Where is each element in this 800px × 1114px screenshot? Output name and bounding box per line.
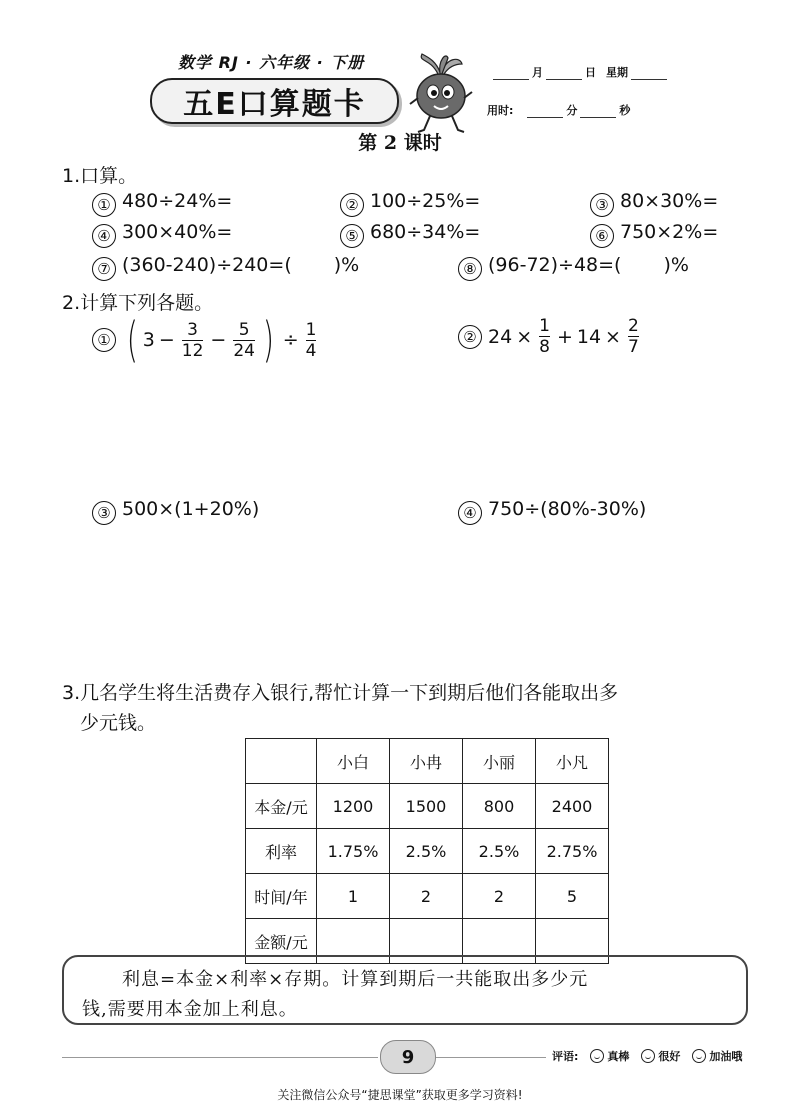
rating-label: 评语: <box>552 1050 579 1063</box>
table-row: 时间/年 1 2 2 5 <box>246 874 609 919</box>
header-cell: 小白 <box>317 739 390 784</box>
second-blank[interactable] <box>580 105 616 118</box>
footer-divider <box>62 1057 378 1058</box>
week-blank[interactable] <box>631 67 667 80</box>
header-cell: 小冉 <box>390 739 463 784</box>
q1-title: 1.口算。 <box>62 165 138 187</box>
q2-problem-3: ③ 500×(1+20%) <box>92 498 259 525</box>
banner-title: 五E口算题卡 <box>150 78 399 124</box>
q1-item-2: ② 100÷25%= <box>340 190 480 217</box>
q2-problem-2: ② 24 × $\frac{1}{8}$ + 14 × $\frac{2}{7}$ <box>458 316 642 357</box>
rating-good: 很好 <box>658 1050 681 1063</box>
tip-box <box>62 955 748 1025</box>
tip-line-2: 钱,需要用本金加上利息。 <box>82 999 298 1020</box>
minute-blank[interactable] <box>527 105 563 118</box>
fraction: $\frac{2}{7}$ <box>627 316 639 357</box>
savings-table <box>245 738 609 964</box>
rating-row <box>552 1048 742 1064</box>
radish-mascot-icon <box>408 52 474 140</box>
q1-item-5: ⑤ 680÷34%= <box>340 221 480 248</box>
table-header-row <box>246 739 609 784</box>
q1-item-3: ③ 80×30%= <box>590 190 718 217</box>
footer-divider <box>436 1057 546 1058</box>
time-fields <box>487 102 630 118</box>
q1-item-6: ⑥ 750×2%= <box>590 221 718 248</box>
month-label: 月 <box>532 66 543 79</box>
week-label: 星期 <box>606 66 628 79</box>
date-fields <box>490 64 670 80</box>
try-face-icon[interactable] <box>692 1049 706 1063</box>
month-blank[interactable] <box>493 67 529 80</box>
second-label: 秒 <box>619 104 631 117</box>
tip-line-1: 利息=本金×利率×存期。计算到期后一共能取出多少元 <box>122 969 589 990</box>
day-blank[interactable] <box>546 67 582 80</box>
rating-great: 真棒 <box>607 1050 630 1063</box>
q2-problem-1: ① ( 3 − $\frac{3}{12}$ − $\frac{5}{24}$ ) ÷ $\frac{1}{4}$ <box>92 316 319 364</box>
day-label: 日 <box>585 66 596 79</box>
good-face-icon[interactable] <box>641 1049 655 1063</box>
q2-title: 2.计算下列各题。 <box>62 292 214 314</box>
fraction: $\frac{5}{24}$ <box>233 319 255 361</box>
q3-title-line2: 少元钱。 <box>80 712 157 734</box>
header-cell: 小凡 <box>536 739 609 784</box>
lesson-title: 第 2 课时 <box>358 132 442 154</box>
q1-item-7: ⑦ (360-240)÷240=( )% <box>92 254 359 281</box>
q3-title-line1: 3.几名学生将生活费存入银行,帮忙计算一下到期后他们各能取出多 <box>62 682 619 704</box>
minute-label: 分 <box>566 104 578 117</box>
fraction: $\frac{3}{12}$ <box>181 319 204 361</box>
q1-item-8: ⑧ (96-72)÷48=( )% <box>458 254 689 281</box>
q1-item-4: ④ 300×40%= <box>92 221 232 248</box>
header-cell: 小丽 <box>463 739 536 784</box>
rating-try: 加油哦 <box>709 1050 743 1063</box>
table-row: 利率 1.75% 2.5% 2.5% 2.75% <box>246 829 609 874</box>
fraction: $\frac{1}{8}$ <box>539 316 550 357</box>
page-number: 9 <box>380 1040 436 1074</box>
great-face-icon[interactable] <box>590 1049 604 1063</box>
book-info: 数学 RJ · 六年级 · 下册 <box>178 53 365 72</box>
footer-note: 关注微信公众号“捷思课堂”获取更多学习资料! <box>277 1088 523 1102</box>
table-row-answer: 金额/元 <box>246 919 609 964</box>
fraction: $\frac{1}{4}$ <box>305 319 317 361</box>
q1-item-1: ① 480÷24%= <box>92 190 232 217</box>
table-row: 本金/元 1200 1500 800 2400 <box>246 784 609 829</box>
q2-problem-4: ④ 750÷(80%-30%) <box>458 498 646 525</box>
time-label: 用时: <box>487 104 514 117</box>
